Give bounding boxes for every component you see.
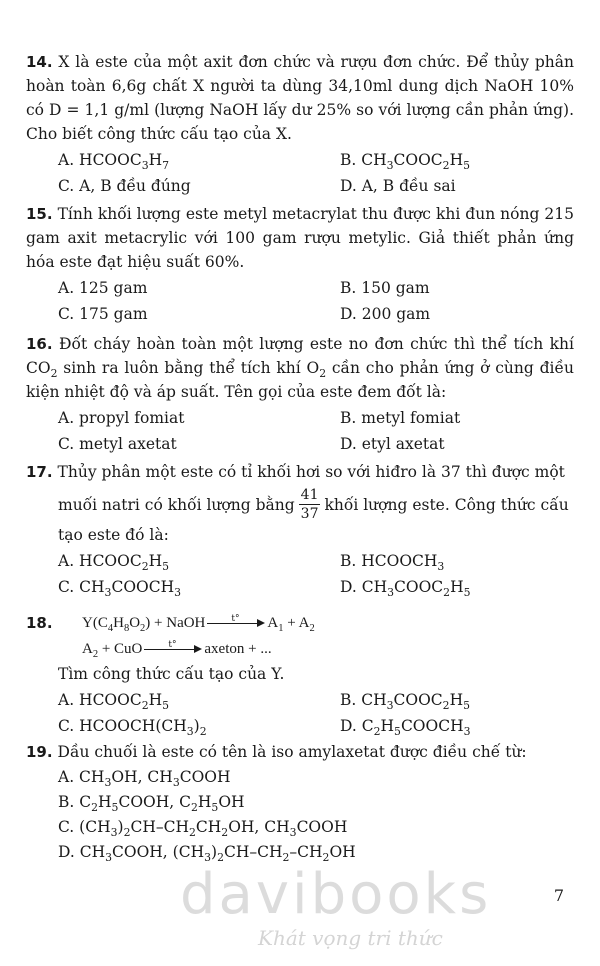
question-19 <box>26 740 574 865</box>
option-a: A. propyl fomiat <box>58 409 185 427</box>
reaction-products: axeton + ... <box>204 641 272 657</box>
question-text: khối lượng este. Công thức cấu <box>324 495 569 514</box>
answer-options <box>26 549 574 599</box>
question-18 <box>26 610 574 738</box>
reaction-arrow-icon <box>207 614 265 629</box>
option-c: C. A, B đều đúng <box>58 177 191 195</box>
option-b: B. metyl fomiat <box>340 409 461 427</box>
option-b: B. 150 gam <box>340 279 430 297</box>
reaction-arrow-icon <box>144 640 202 655</box>
question-number: 16. <box>26 335 53 353</box>
question-number: 14. <box>26 53 53 71</box>
reaction-condition: t° <box>168 640 177 650</box>
answer-options <box>26 276 574 326</box>
question-19-stem <box>26 740 574 764</box>
option-b: B. $HCOOCH_3$ <box>340 552 445 574</box>
option-b: B. $CH_3COOC_2H_5$ <box>340 691 471 713</box>
option-d: D. $CH_3COOC_2H_5$ <box>340 578 471 600</box>
option-a: A. 125 gam <box>58 279 148 297</box>
option-c: C. $(CH_3)_2CH-CH_2CH_2OH$, $CH_3COOH$ <box>58 818 348 840</box>
option-c: C. $CH_3COOCH_3$ <box>58 578 182 600</box>
option-b: B. $C_2H_5COOH$, $C_2H_5OH$ <box>58 793 245 815</box>
reaction-line-1 <box>26 610 574 636</box>
answer-options <box>26 148 574 198</box>
watermark-brand: davibooks <box>180 862 492 927</box>
option-d: D. $CH_3COOH$, $(CH_3)_2CH-CH_2-CH_2OH$ <box>58 843 356 865</box>
option-a: A. $HCOOC_2H_5$ <box>58 691 170 713</box>
option-d: D. $C_2H_5COOCH_3$ <box>340 717 471 739</box>
fraction-denominator: 37 <box>300 506 319 522</box>
answer-options <box>26 765 574 864</box>
option-a: A. $HCOOC_3H_7$ <box>58 151 170 173</box>
fraction <box>299 486 321 523</box>
question-17-stem-line-2 <box>26 486 569 523</box>
question-text: Dầu chuối là este có tên là iso amylaxetat được điều chế từ: <box>57 743 527 761</box>
question-18-stem: Tìm công thức cấu tạo của Y. <box>58 665 285 683</box>
option-c: C. 175 gam <box>58 305 148 323</box>
question-16 <box>26 332 574 456</box>
question-number: 15. <box>26 205 53 223</box>
option-a: A. $HCOOC_2H_5$ <box>58 552 170 574</box>
question-14 <box>26 50 574 198</box>
reaction-products: $A_1 + A_2$ <box>267 615 315 634</box>
question-15-stem <box>26 202 574 274</box>
page-number: 7 <box>553 886 564 905</box>
answer-options <box>26 688 574 738</box>
watermark-tagline: Khát vọng tri thức <box>258 926 443 950</box>
reaction-line-2 <box>26 636 574 662</box>
option-a: A. $CH_3OH$, $CH_3COOH$ <box>58 768 231 790</box>
question-text: Đốt cháy hoàn toàn một lượng este no đơn chức thì thể tích khí $CO_2$ sinh ra luôn bằng thể tích khí $O_2$ cần cho phản ứng ở cùng điều kiện nhiệt độ và áp suất. Tên gọi của este đem đốt là: <box>26 335 574 401</box>
question-text: Tính khối lượng este metyl metacrylat thu được khi đun nóng 215 gam axit metacrylic với 100 gam rượu metylic. Giả thiết phản ứng hóa este đạt hiệu suất 60%. <box>26 205 574 271</box>
option-d: D. etyl axetat <box>340 435 445 453</box>
question-17 <box>26 460 574 599</box>
question-number: 19. <box>26 743 53 761</box>
question-text: muối natri có khối lượng bằng <box>58 495 295 514</box>
question-text: X là este của một axit đơn chức và rượu đơn chức. Để thủy phân hoàn toàn 6,6g chất X người ta dùng 34,10ml dung dịch NaOH 10% có D = 1,1 g/ml (lượng NaOH lấy dư 25% so với lượng cần phản ứng). Cho biết công thức cấu tạo của X. <box>26 53 574 143</box>
question-14-stem <box>26 50 574 146</box>
question-number: 18. <box>26 614 53 632</box>
question-16-stem <box>26 332 574 404</box>
question-17-stem-line-3: tạo este đó là: <box>58 526 169 544</box>
option-c: C. metyl axetat <box>58 435 177 453</box>
option-d: D. 200 gam <box>340 305 431 323</box>
option-b: B. $CH_3COOC_2H_5$ <box>340 151 471 173</box>
question-text: Thủy phân một este có tỉ khối hơi so với hiđro là 37 thì được một <box>57 463 565 481</box>
question-number: 17. <box>26 463 53 481</box>
option-c: C. $HCOOCH(CH_3)_2$ <box>58 717 207 739</box>
option-d: D. A, B đều sai <box>340 177 456 195</box>
question-15 <box>26 202 574 326</box>
reaction-reactants: $Y(C_4H_8O_2)$ + NaOH <box>82 615 206 634</box>
question-17-stem-line-1 <box>26 460 574 484</box>
reaction-condition: t° <box>231 614 240 624</box>
fraction-numerator: 41 <box>300 487 319 503</box>
reaction-reactants: $A_2$ + CuO <box>82 641 143 660</box>
answer-options <box>26 406 574 456</box>
